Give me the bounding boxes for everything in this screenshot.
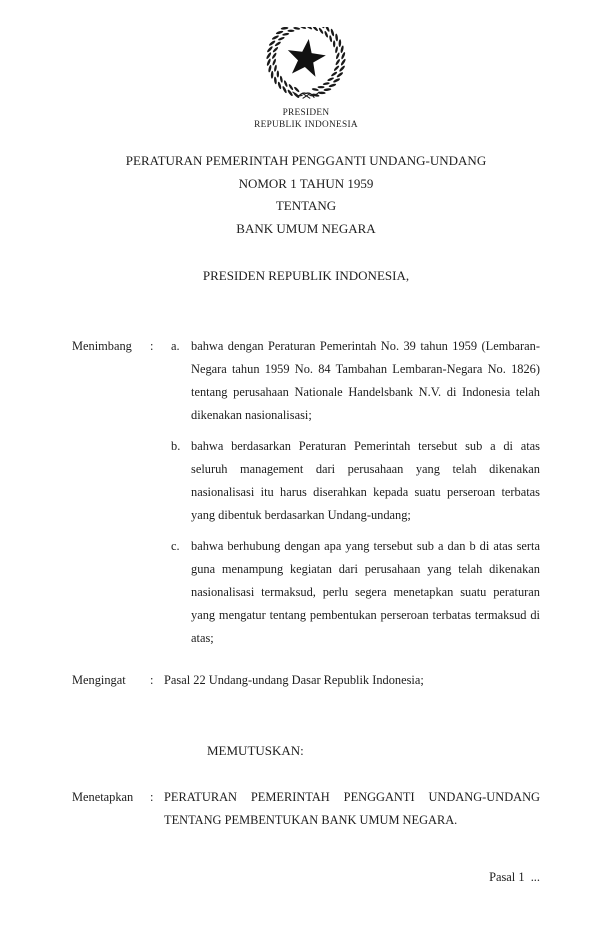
preamble-heading: PRESIDEN REPUBLIK INDONESIA, <box>202 268 410 283</box>
menimbang-item-c <box>164 535 540 650</box>
menimbang-item-a <box>164 335 540 427</box>
title-line-number: NOMOR 1 TAHUN 1959 <box>238 175 374 191</box>
seal-caption-line1: PRESIDEN <box>282 108 330 118</box>
section-menimbang <box>72 335 540 650</box>
item-letter: a. <box>171 339 180 353</box>
document-title <box>0 150 612 240</box>
mengingat-label: Mengingat <box>72 673 126 687</box>
menimbang-colon: : <box>150 339 154 353</box>
menimbang-label: Menimbang <box>72 339 132 353</box>
item-letter: b. <box>171 439 181 453</box>
menetapkan-label: Menetapkan <box>72 790 134 804</box>
presidential-seal-icon <box>264 27 348 101</box>
section-mengingat <box>72 669 540 692</box>
mengingat-colon: : <box>150 673 154 687</box>
item-text: bahwa dengan Peraturan Pemerintah No. 39 tahun 1959 (Lembaran-Negara tahun 1959 No. 84 Tambahan Lembaran-Negara No. 1826) tentang perusahaan Nationale Handelsbank N.V. di Indonesia telah dikenakan nasionalisasi; <box>191 339 540 422</box>
menetapkan-colon: : <box>150 790 154 804</box>
ribbon-icon <box>293 92 320 99</box>
page-continuation-note: Pasal 1 ... <box>489 870 540 884</box>
section-menetapkan <box>72 786 540 832</box>
title-line-subject: BANK UMUM NEGARA <box>236 220 376 236</box>
mengingat-text: Pasal 22 Undang-undang Dasar Republik Indonesia; <box>164 673 424 687</box>
title-line-regulation: PERATURAN PEMERINTAH PENGGANTI UNDANG-UNDANG <box>125 153 487 168</box>
star-icon <box>288 39 326 77</box>
item-text: bahwa berdasarkan Peraturan Pemerintah tersebut sub a di atas seluruh management dari perusahaan yang telah dikenakan nasionalisasi itu harus diserahkan kepada suatu perseroan terbatas yang dibentuk berdasarkan Undang-undang; <box>191 439 540 522</box>
item-letter: c. <box>171 539 180 553</box>
item-text: bahwa berhubung dengan apa yang tersebut sub a dan b di atas serta guna menampung kegiatan dari perusahaan yang telah dikenakan nasionalisasi termaksud, perlu segera menetapkan suatu peraturan yang mengatur tentang pembentukan perseroan terbatas termaksud di atas; <box>191 539 540 645</box>
seal-caption-line2: REPUBLIK INDONESIA <box>254 120 358 130</box>
title-line-tentang: TENTANG <box>275 198 337 213</box>
seal-caption <box>0 107 612 131</box>
memutuskan-heading: MEMUTUSKAN: <box>207 743 304 758</box>
menimbang-items <box>164 335 540 650</box>
menimbang-item-b <box>164 435 540 527</box>
menetapkan-text: PERATURAN PEMERINTAH PENGGANTI UNDANG-UNDANG TENTANG PEMBENTUKAN BANK UMUM NEGARA. <box>164 790 540 827</box>
